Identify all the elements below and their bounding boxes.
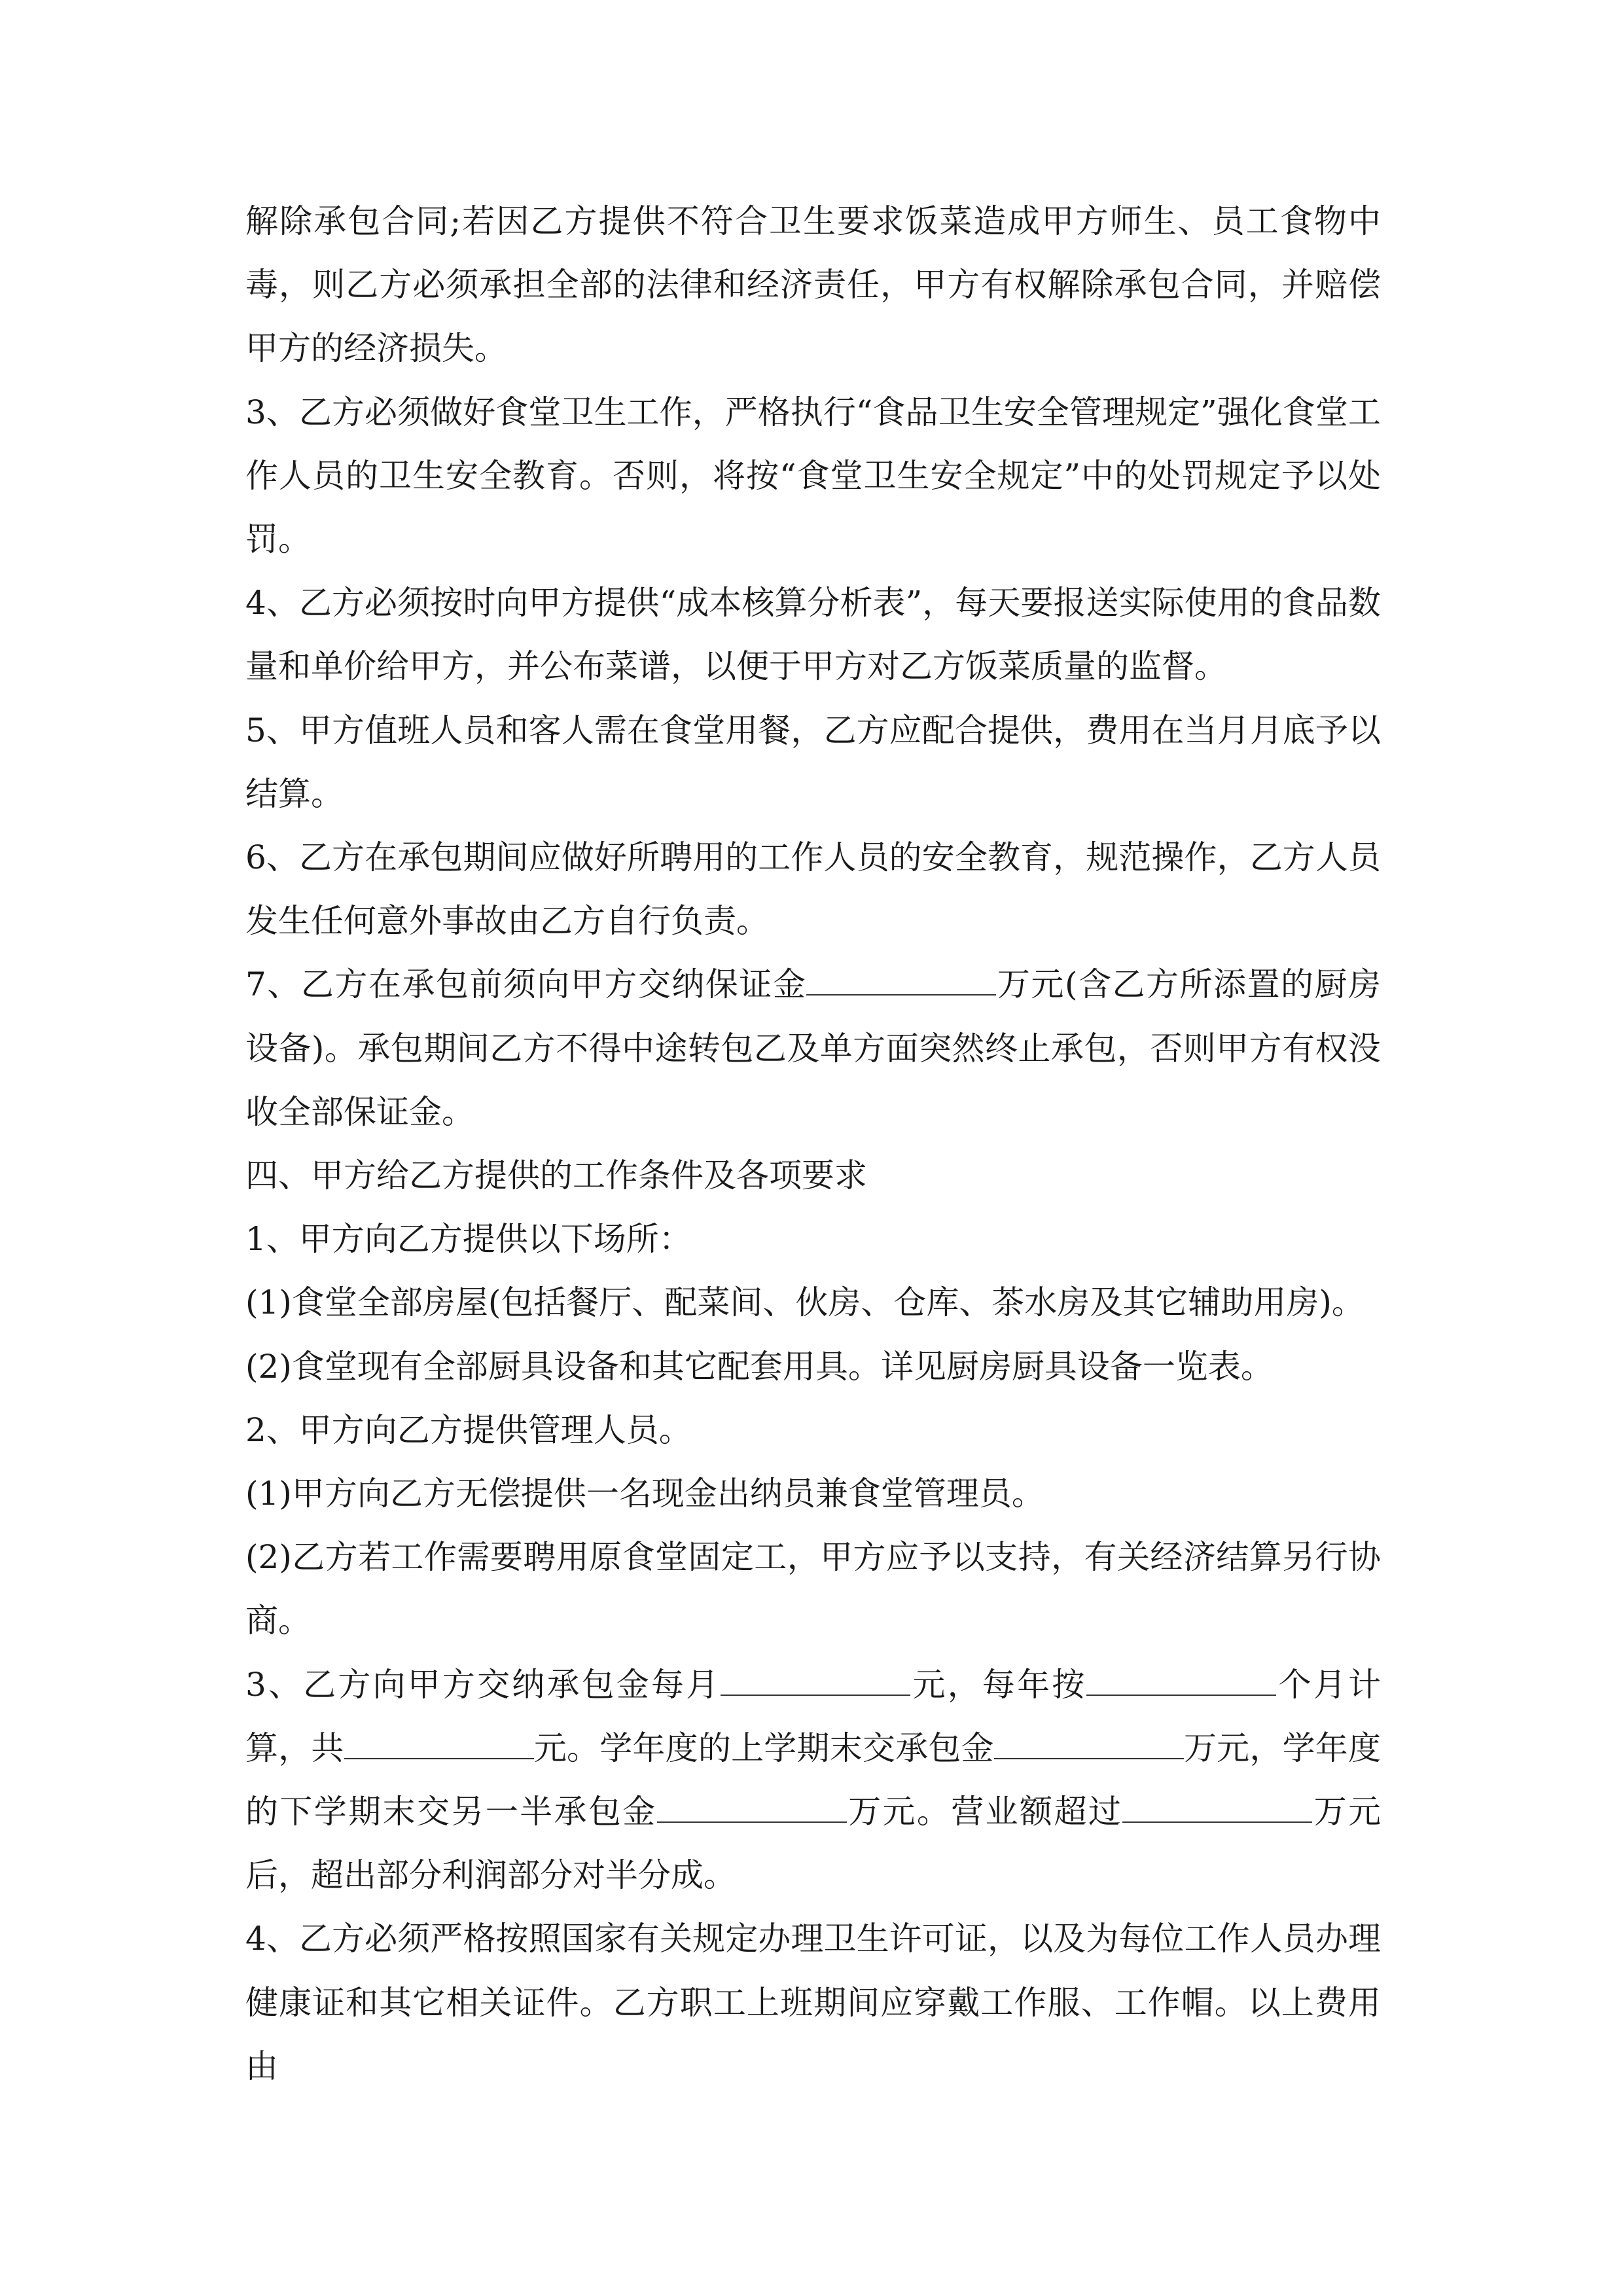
- paragraph-text: 元，每年按: [910, 1665, 1087, 1704]
- contract-paragraph: [245, 1144, 1381, 1208]
- paragraph-text: 1、甲方向乙方提供以下场所：: [245, 1220, 692, 1259]
- paragraph-text: 万元。营业额超过: [846, 1793, 1123, 1831]
- fill-in-blank-line: [1122, 1795, 1312, 1823]
- fill-in-blank-line: [994, 1732, 1184, 1759]
- contract-paragraph: [245, 381, 1381, 572]
- paragraph-text: 四、甲方给乙方提供的工作条件及各项要求: [245, 1157, 867, 1195]
- contract-paragraph: [245, 1271, 1381, 1335]
- paragraph-text: 4、乙方必须按时向甲方提供“成本核算分析表”，每天要报送实际使用的食品数量和单价给甲方，并公布菜谱，以便于甲方对乙方饭菜质量的监督。: [245, 584, 1381, 686]
- fill-in-blank-line: [721, 1668, 910, 1696]
- paragraph-text: 6、乙方在承包期间应做好所聘用的工作人员的安全教育，规范操作，乙方人员发生任何意外事故由乙方自行负责。: [245, 838, 1381, 941]
- paragraph-text: 5、甲方值班人员和客人需在食堂用餐，乙方应配合提供，费用在当月月底予以结算。: [245, 711, 1381, 813]
- paragraph-text: (1)食堂全部房屋(包括餐厅、配菜间、伙房、仓库、茶水房及其它辅助用房)。: [245, 1283, 1364, 1322]
- contract-paragraph: [245, 571, 1381, 698]
- paragraph-text: 3、乙方必须做好食堂卫生工作，严格执行“食品卫生安全管理规定”强化食堂工作人员的卫生安全教育。否则，将按“食堂卫生安全规定”中的处罚规定予以处罚。: [245, 393, 1381, 559]
- fill-in-blank-line: [1086, 1668, 1276, 1696]
- fill-in-blank-line: [344, 1732, 534, 1759]
- contract-body-text: [245, 190, 1381, 2098]
- contract-paragraph: [245, 1653, 1381, 1908]
- paragraph-text: 万元后，超出部分利润部分对半分成。: [245, 1793, 1382, 1895]
- paragraph-text: 4、乙方必须严格按照国家有关规定办理卫生许可证，以及为每位工作人员办理健康证和其它相关证件。乙方职工上班期间应穿戴工作服、工作帽。以上费用由: [245, 1920, 1381, 2085]
- contract-paragraph: [245, 1208, 1381, 1271]
- paragraph-text: (1)甲方向乙方无偿提供一名现金出纳员兼食堂管理员。: [245, 1475, 1044, 1513]
- paragraph-text: 7、乙方在承包前须向甲方交纳保证金: [245, 965, 807, 1004]
- paragraph-text: 个月计算，共: [245, 1665, 1382, 1767]
- contract-paragraph: [245, 953, 1381, 1144]
- contract-paragraph: [245, 190, 1381, 381]
- paragraph-text: 万元，学年度的下学期末交另一半承包金: [245, 1729, 1381, 1831]
- paragraph-text: 2、甲方向乙方提供管理人员。: [245, 1410, 692, 1449]
- paragraph-text: 万元(含乙方所添置的厨房设备)。承包期间乙方不得中途转包乙及单方面突然终止承包，否则甲方有权没收全部保证金。: [245, 965, 1381, 1131]
- contract-paragraph: [245, 826, 1381, 953]
- fill-in-blank-line: [806, 968, 996, 996]
- contract-paragraph: [245, 1335, 1381, 1399]
- paragraph-text: 元。学年度的上学期末交承包金: [533, 1729, 994, 1767]
- contract-paragraph: [245, 1462, 1381, 1526]
- paragraph-text: 3、乙方向甲方交纳承包金每月: [245, 1665, 721, 1704]
- paragraph-text: (2)食堂现有全部厨具设备和其它配套用具。详见厨房厨具设备一览表。: [245, 1347, 1274, 1386]
- paragraph-text: (2)乙方若工作需要聘用原食堂固定工，甲方应予以支持，有关经济结算另行协商。: [245, 1538, 1381, 1640]
- contract-paragraph: [245, 1907, 1381, 2098]
- fill-in-blank-line: [657, 1795, 847, 1823]
- contract-paragraph: [245, 699, 1381, 826]
- paragraph-text: 解除承包合同;若因乙方提供不符合卫生要求饭菜造成甲方师生、员工食物中毒，则乙方必须承担全部的法律和经济责任，甲方有权解除承包合同，并赔偿甲方的经济损失。: [245, 202, 1381, 368]
- contract-paragraph: [245, 1399, 1381, 1462]
- contract-paragraph: [245, 1526, 1381, 1653]
